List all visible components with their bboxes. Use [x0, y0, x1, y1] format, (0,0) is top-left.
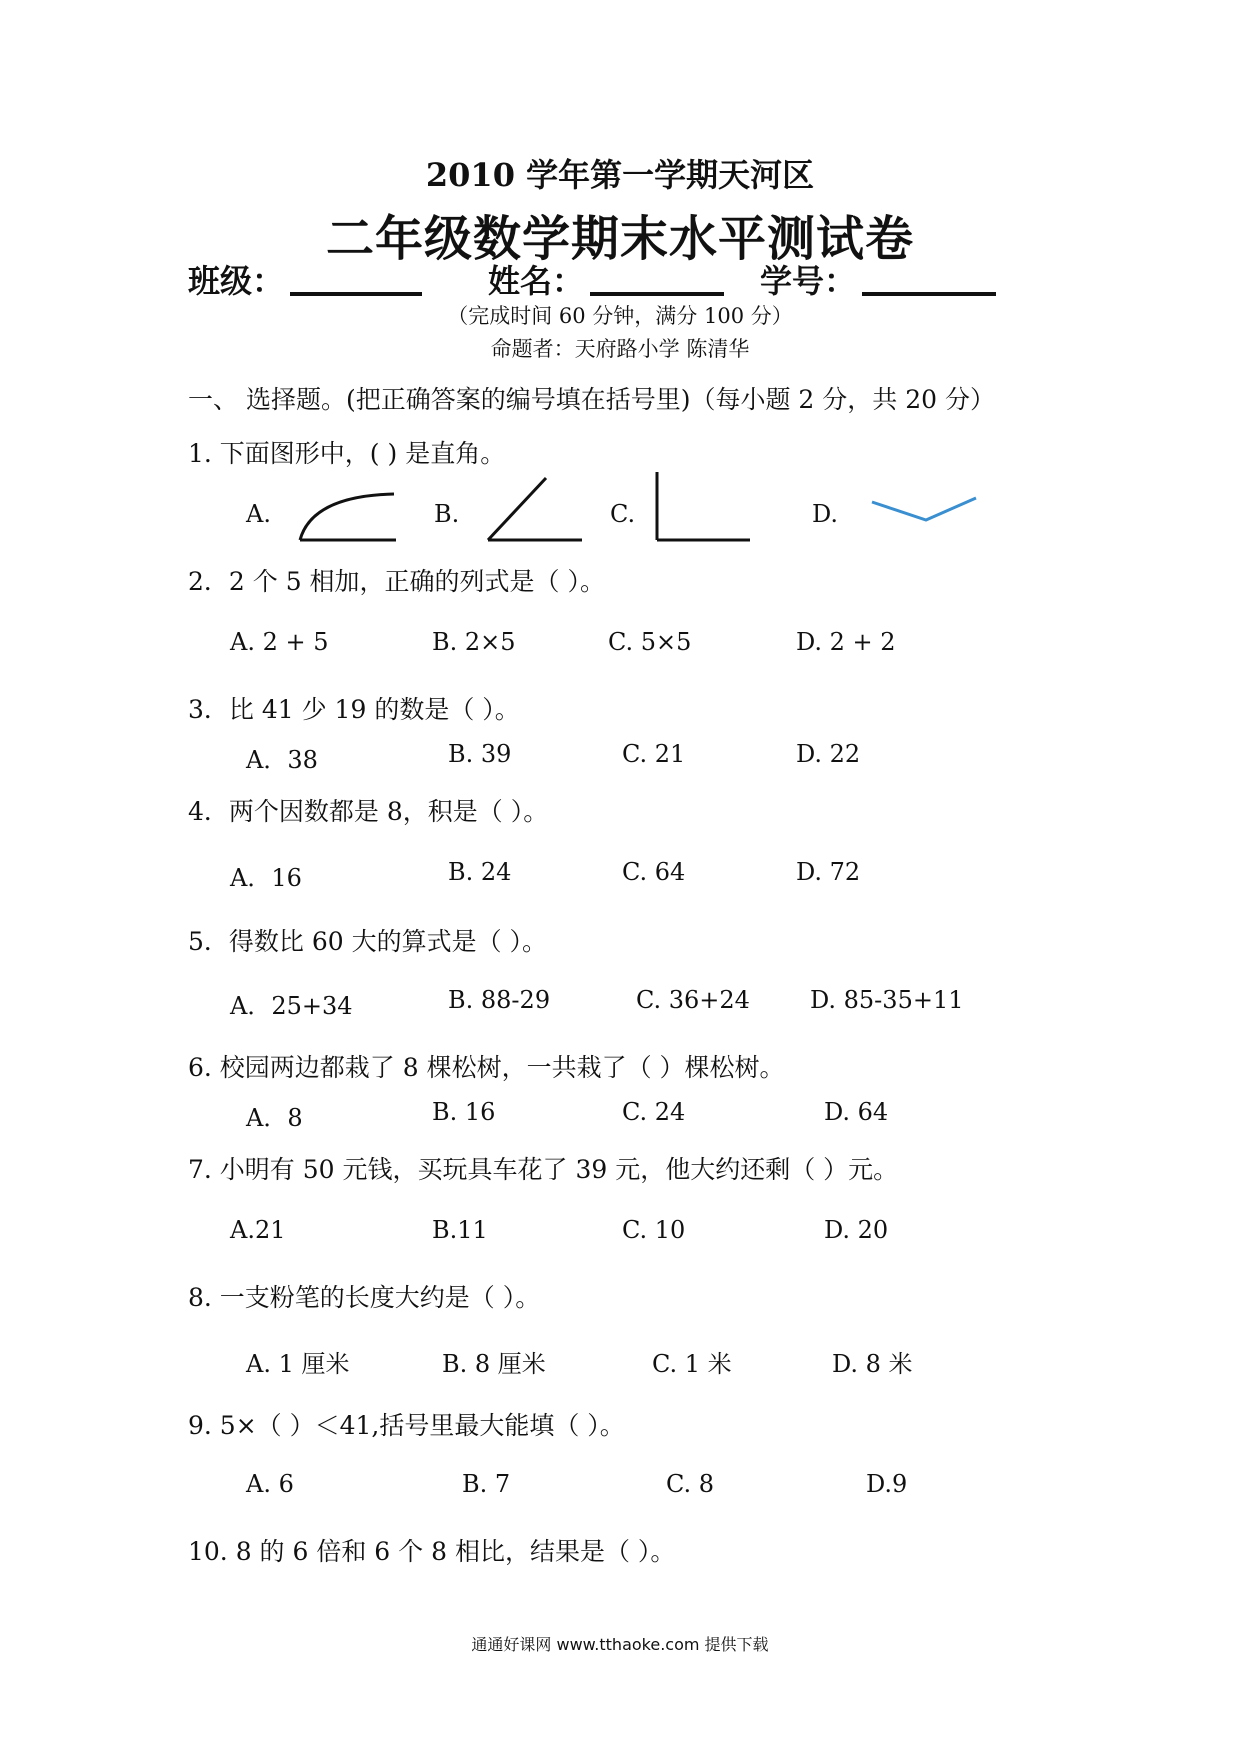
q9-option-a: A. 6	[246, 1470, 294, 1498]
section-title: 一、 选择题。(把正确答案的编号填在括号里)（每小题 2 分，共 20 分）	[188, 385, 995, 414]
author-note: 命题者：天府路小学 陈清华	[490, 337, 750, 361]
question-5: 5．得数比 60 大的算式是（ ）。	[188, 927, 548, 956]
q1-figure-b	[486, 476, 586, 544]
question-3: 3．比 41 少 19 的数是（ ）。	[188, 695, 520, 724]
question-8: 8. 一支粉笔的长度大约是（ ）。	[188, 1283, 541, 1312]
q3-option-b: B. 39	[448, 740, 512, 768]
q3-option-a: A．38	[246, 746, 318, 774]
q7-option-b: B.11	[432, 1216, 488, 1244]
q1-figure-d	[870, 494, 980, 524]
time-note: （完成时间 60 分钟，满分 100 分）	[447, 304, 793, 328]
q9-option-c: C. 8	[666, 1470, 715, 1498]
q1-option-d: D.	[812, 500, 839, 528]
q1-option-a: A.	[246, 500, 271, 528]
class-label: 班级：	[188, 262, 285, 300]
question-6: 6. 校园两边都栽了 8 棵松树，一共栽了（ ）棵松树。	[188, 1053, 785, 1082]
question-2: 2．2 个 5 相加，正确的列式是（ ）。	[188, 567, 606, 596]
exam-title: 二年级数学期末水平测试卷	[325, 211, 914, 267]
question-1: 1. 下面图形中，( ) 是直角。	[188, 439, 506, 468]
q5-option-d: D. 85-35+11	[810, 986, 964, 1014]
q2-option-b: B. 2×5	[432, 628, 516, 656]
q3-option-d: D. 22	[796, 740, 861, 768]
q7-option-a: A.21	[230, 1216, 286, 1244]
q8-option-d: D. 8 米	[832, 1350, 913, 1378]
q8-option-c: C. 1 米	[652, 1350, 732, 1378]
student-id-label: 学号：	[760, 262, 857, 300]
q8-option-a: A. 1 厘米	[246, 1350, 350, 1378]
q2-option-c: C. 5×5	[608, 628, 692, 656]
q6-option-c: C. 24	[622, 1098, 686, 1126]
question-9: 9. 5×（ ）＜41,括号里最大能填（ ）。	[188, 1411, 625, 1440]
question-4: 4．两个因数都是 8，积是（ ）。	[188, 797, 549, 826]
q1-figure-c	[654, 470, 754, 544]
q5-option-b: B. 88-29	[448, 986, 551, 1014]
question-7: 7. 小明有 50 元钱，买玩具车花了 39 元，他大约还剩（ ）元。	[188, 1155, 899, 1184]
q8-option-b: B. 8 厘米	[442, 1350, 546, 1378]
q9-option-b: B. 7	[462, 1470, 511, 1498]
name-label: 姓名：	[488, 262, 585, 300]
q2-option-d: D. 2 + 2	[796, 628, 896, 656]
q5-option-c: C. 36+24	[636, 986, 750, 1014]
q4-option-c: C. 64	[622, 858, 686, 886]
q6-option-d: D. 64	[824, 1098, 889, 1126]
exam-heading-year: 2010 学年第一学期天河区	[425, 156, 815, 194]
name-blank[interactable]	[590, 292, 724, 296]
q1-option-b: B.	[434, 500, 460, 528]
student-id-blank[interactable]	[862, 292, 996, 296]
q1-option-c: C.	[610, 500, 636, 528]
q4-option-d: D. 72	[796, 858, 861, 886]
q2-option-a: A. 2 + 5	[230, 628, 329, 656]
q4-option-a: A．16	[230, 864, 302, 892]
q9-option-d: D.9	[866, 1470, 908, 1498]
q6-option-a: A．8	[246, 1104, 303, 1132]
q6-option-b: B. 16	[432, 1098, 496, 1126]
q3-option-c: C. 21	[622, 740, 686, 768]
q7-option-c: C. 10	[622, 1216, 686, 1244]
q4-option-b: B. 24	[448, 858, 512, 886]
q1-figure-a	[298, 488, 398, 544]
q7-option-d: D. 20	[824, 1216, 889, 1244]
class-blank[interactable]	[290, 292, 422, 296]
footer-credit: 通通好课网 www.tthaoke.com 提供下载	[471, 1635, 769, 1654]
question-10: 10. 8 的 6 倍和 6 个 8 相比，结果是（ ）。	[188, 1537, 676, 1566]
q5-option-a: A．25+34	[230, 992, 353, 1020]
